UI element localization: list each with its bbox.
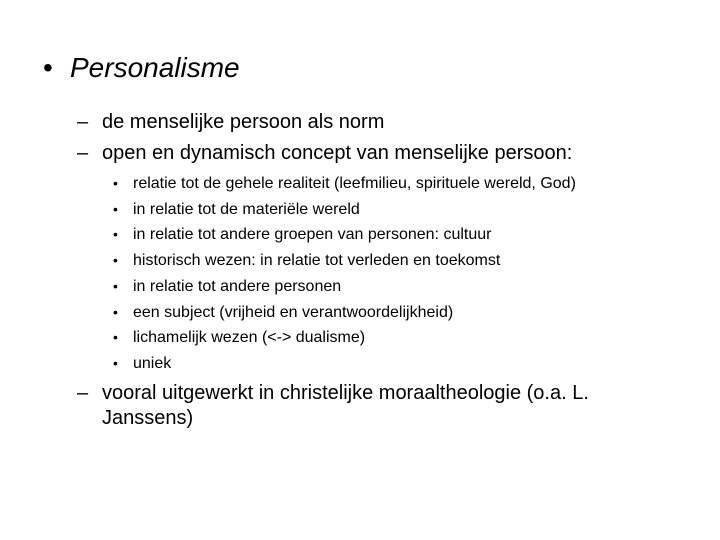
sub-list [113, 171, 576, 377]
sub-item-text: een subject (vrijheid en verantwoordelijkheid) [133, 303, 454, 321]
sub-list-item [113, 351, 576, 377]
item-text: open en dynamisch concept van menselijke persoon: [102, 142, 573, 164]
sub-item-text: in relatie tot de materiële wereld [133, 200, 360, 218]
sub-bullet: • [113, 277, 118, 294]
list-item [77, 141, 572, 166]
sub-bullet: • [113, 175, 118, 191]
sub-list-item [113, 300, 576, 326]
title-bullet: • [43, 52, 53, 83]
sub-list-item [113, 171, 576, 197]
sub-bullet: • [113, 200, 118, 217]
sub-list-item [113, 325, 576, 351]
item-text: de menselijke persoon als norm [102, 111, 385, 133]
sub-list-item [113, 222, 576, 248]
sub-bullet: • [113, 303, 118, 320]
sub-bullet: • [113, 354, 118, 371]
item-text: vooral uitgewerkt in christelijke moraaltheologie (o.a. L. Janssens) [102, 382, 589, 429]
sub-item-text: relatie tot de gehele realiteit (leefmilieu, spirituele wereld, God) [133, 175, 576, 192]
dash-bullet: – [77, 382, 89, 404]
dash-bullet: – [77, 142, 89, 164]
slide-title [43, 50, 240, 86]
sub-item-text: in relatie tot andere personen [133, 277, 342, 295]
list-item [77, 110, 384, 135]
title-text: Personalisme [70, 52, 240, 83]
sub-bullet: • [113, 226, 118, 243]
sub-item-text: in relatie tot andere groepen van personen: cultuur [133, 226, 492, 244]
dash-bullet: – [77, 111, 89, 133]
sub-item-text: lichamelijk wezen (<-> dualisme) [133, 329, 366, 347]
sub-bullet: • [113, 329, 118, 346]
sub-list-item [113, 274, 576, 300]
sub-item-text: historisch wezen: in relatie tot verleden en toekomst [133, 252, 501, 270]
sub-list-item [113, 197, 576, 223]
sub-item-text: uniek [133, 354, 172, 372]
sub-list-item [113, 248, 576, 274]
list-item [77, 381, 677, 431]
sub-bullet: • [113, 252, 118, 269]
